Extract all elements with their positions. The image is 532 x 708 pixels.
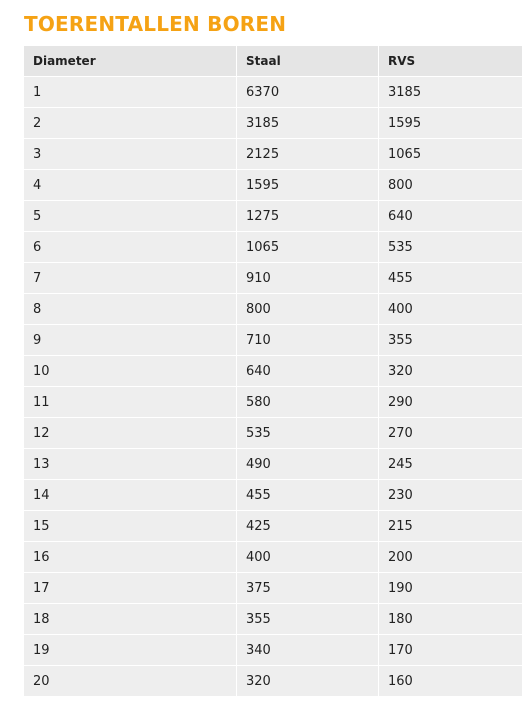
table-row: [24, 232, 522, 263]
table-row: [24, 325, 522, 356]
table-row: [24, 418, 522, 449]
cell-rvs: 800: [379, 170, 522, 201]
table-row: [24, 573, 522, 604]
cell-staal: 425: [237, 511, 379, 542]
cell-diameter: 17: [24, 573, 237, 604]
cell-staal: 400: [237, 542, 379, 573]
table-row: [24, 635, 522, 666]
cell-rvs: 640: [379, 201, 522, 232]
cell-staal: 320: [237, 666, 379, 697]
cell-staal: 375: [237, 573, 379, 604]
header-row: [24, 46, 522, 77]
table-row: [24, 387, 522, 418]
cell-rvs: 190: [379, 573, 522, 604]
cell-rvs: 535: [379, 232, 522, 263]
cell-diameter: 4: [24, 170, 237, 201]
cell-diameter: 12: [24, 418, 237, 449]
cell-rvs: 230: [379, 480, 522, 511]
column-header-diameter: Diameter: [24, 46, 237, 77]
table-row: [24, 108, 522, 139]
cell-diameter: 2: [24, 108, 237, 139]
cell-diameter: 11: [24, 387, 237, 418]
cell-diameter: 16: [24, 542, 237, 573]
cell-staal: 1595: [237, 170, 379, 201]
cell-rvs: 270: [379, 418, 522, 449]
cell-rvs: 320: [379, 356, 522, 387]
cell-rvs: 290: [379, 387, 522, 418]
cell-rvs: 455: [379, 263, 522, 294]
table-row: [24, 77, 522, 108]
cell-diameter: 10: [24, 356, 237, 387]
cell-rvs: 160: [379, 666, 522, 697]
cell-rvs: 245: [379, 449, 522, 480]
cell-staal: 2125: [237, 139, 379, 170]
table-row: [24, 449, 522, 480]
cell-rvs: 400: [379, 294, 522, 325]
cell-diameter: 3: [24, 139, 237, 170]
cell-staal: 710: [237, 325, 379, 356]
cell-diameter: 1: [24, 77, 237, 108]
cell-staal: 355: [237, 604, 379, 635]
cell-staal: 6370: [237, 77, 379, 108]
cell-staal: 455: [237, 480, 379, 511]
cell-rvs: 355: [379, 325, 522, 356]
cell-staal: 3185: [237, 108, 379, 139]
page-title: TOERENTALLEN BOREN: [24, 12, 287, 36]
drill-speed-table: [24, 46, 522, 697]
cell-staal: 580: [237, 387, 379, 418]
cell-staal: 640: [237, 356, 379, 387]
cell-diameter: 18: [24, 604, 237, 635]
table-row: [24, 201, 522, 232]
cell-rvs: 1065: [379, 139, 522, 170]
cell-staal: 535: [237, 418, 379, 449]
table-row: [24, 356, 522, 387]
cell-diameter: 9: [24, 325, 237, 356]
cell-rvs: 200: [379, 542, 522, 573]
table-row: [24, 170, 522, 201]
table-row: [24, 511, 522, 542]
cell-diameter: 6: [24, 232, 237, 263]
cell-rvs: 215: [379, 511, 522, 542]
cell-diameter: 8: [24, 294, 237, 325]
cell-diameter: 7: [24, 263, 237, 294]
cell-staal: 1275: [237, 201, 379, 232]
table-header: [24, 46, 522, 77]
cell-rvs: 1595: [379, 108, 522, 139]
cell-rvs: 180: [379, 604, 522, 635]
column-header-staal: Staal: [237, 46, 379, 77]
cell-diameter: 15: [24, 511, 237, 542]
cell-staal: 490: [237, 449, 379, 480]
cell-staal: 910: [237, 263, 379, 294]
cell-staal: 800: [237, 294, 379, 325]
cell-staal: 340: [237, 635, 379, 666]
table-row: [24, 542, 522, 573]
table-row: [24, 604, 522, 635]
cell-rvs: 3185: [379, 77, 522, 108]
cell-diameter: 19: [24, 635, 237, 666]
cell-diameter: 5: [24, 201, 237, 232]
cell-diameter: 20: [24, 666, 237, 697]
table-row: [24, 480, 522, 511]
table-row: [24, 294, 522, 325]
cell-diameter: 14: [24, 480, 237, 511]
cell-diameter: 13: [24, 449, 237, 480]
table-body: [24, 77, 522, 697]
column-header-rvs: RVS: [379, 46, 522, 77]
table-row: [24, 139, 522, 170]
cell-rvs: 170: [379, 635, 522, 666]
table-row: [24, 666, 522, 697]
table-row: [24, 263, 522, 294]
cell-staal: 1065: [237, 232, 379, 263]
